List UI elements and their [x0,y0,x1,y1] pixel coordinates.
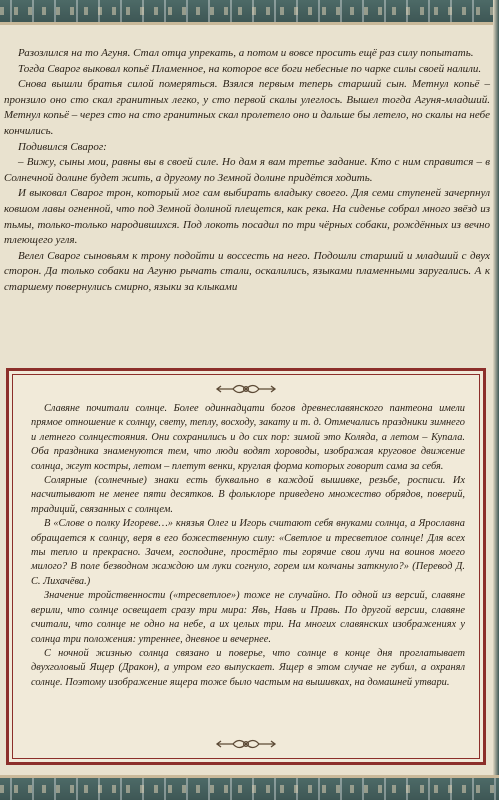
story-paragraph: Подивился Сварог: [18,140,107,153]
celtic-knot-ornament-icon [9,734,483,754]
sidebar-text [9,399,483,690]
story-paragraph: – Вижу, сыны мои, равны вы в своей силе. Но дам я вам третье задание. Кто с ним справится – в Солнечной долине будет жить, а другому по Земной долине придётся ходить. [4,156,490,184]
story-paragraph: Велел Сварог сыновьям к трону подойти и воссесть на него. Подошли старший и младший с двух сторон. Да только собаки на Агуню рычать стали, оскалились, языками пламенными заругались. А к старшему повернулись смирно, языки за клыками [4,249,490,293]
sidebar-paragraph: Славяне почитали солнце. Более одиннадцати богов древнеславянского пантеона имели прямое отношение к солнцу, свету, теплу, восходу, закату и т. д. Отмечались праздники зимнего и летнего солнцестояния. Они сохранились и до сих пор: зимой это Коляда, а летом – Купала. Оба праздника знаменуются тем, что люди водят хороводы, изображая круговое движение солнца, жгут костры, летом – плетут венки, круглая форма которых говорит сама за себя. [31,403,465,472]
sidebar-paragraph: В «Слове о полку Игореве…» князья Олег и Игорь считают себя внуками солнца, а Ярославна обращается к солнцу, веря в его божественную силу: «Светлое и тресветлое солнце! Для всех ты тепло и прекрасно. Зачем, господине, простёрло ты горячие свои лучи на воинов моего милого? В поле безводном жаждою им луки согнуло, горем им колчаны заткнуло?» (Перевод Д. С. Лихачёва.) [31,518,465,587]
story-paragraph: Разозлился на то Агуня. Стал отца упрекать, а потом и вовсе просить ещё раз силу попытать. [18,47,474,59]
story-paragraph: Тогда Сварог выковал копьё Пламенное, на которое все боги небесные по чарке силы своей налили. [18,62,482,75]
decorative-top-border [0,0,499,25]
story-paragraph: И выковал Сварог трон, который мог сам выбирать владыку своего. Для семи ступеней зачерпнул ковшом лавы огненной, что под Земной долиной плещется, как река. На сиденье собрал много звёзд из тьмы, только-только народившихся. Под локоть посадил по три чёрных собаки, рождённых из вечно тлеющего угля. [4,187,490,247]
info-sidebar-box [6,368,486,765]
celtic-knot-ornament-icon [9,379,483,399]
sidebar-paragraph: Значение тройственности («тресветлое») тоже не случайно. По одной из версий, славяне верили, что солнце освещает сразу три мира: Явь, Навь и Правь. По другой версии, славяне считали, что солнце не одно на небе, а их целых три. На многих славянских изображениях у солнца три положения: утреннее, дневное и вечернее. [31,590,465,645]
page-edge-shadow [493,0,499,800]
main-story-text [4,46,490,296]
story-paragraph: Снова вышли братья силой померяться. Взялся первым теперь старший сын. Метнул копьё – пронзило оно сто скал гранитных легко, у сто первой скалы улеглось. Вышел тогда Агуня-младший. Метнул копьё – через сто на сто гранитных скал пролетело оно и дальше бы летело, но скалы на небе кончились. [4,78,490,137]
decorative-bottom-border [0,775,499,800]
sidebar-paragraph: С ночной жизнью солнца связано и поверье, что солнце в конце дня проглатывает двухголовый Ящер (Дракон), а утром его выпускает. Ящер в этом случае не губил, а охранял солнце. Поэтому изображение ящера тоже было частым на вышивках, на домашней утвари. [31,647,465,688]
sidebar-paragraph: Солярные (солнечные) знаки есть буквально в каждой вышивке, резьбе, росписи. Их насчитывают не менее пяти десятков. В фольклоре приведено множество обрядов, поверий, традиций, связанных с солнцем. [31,475,465,515]
